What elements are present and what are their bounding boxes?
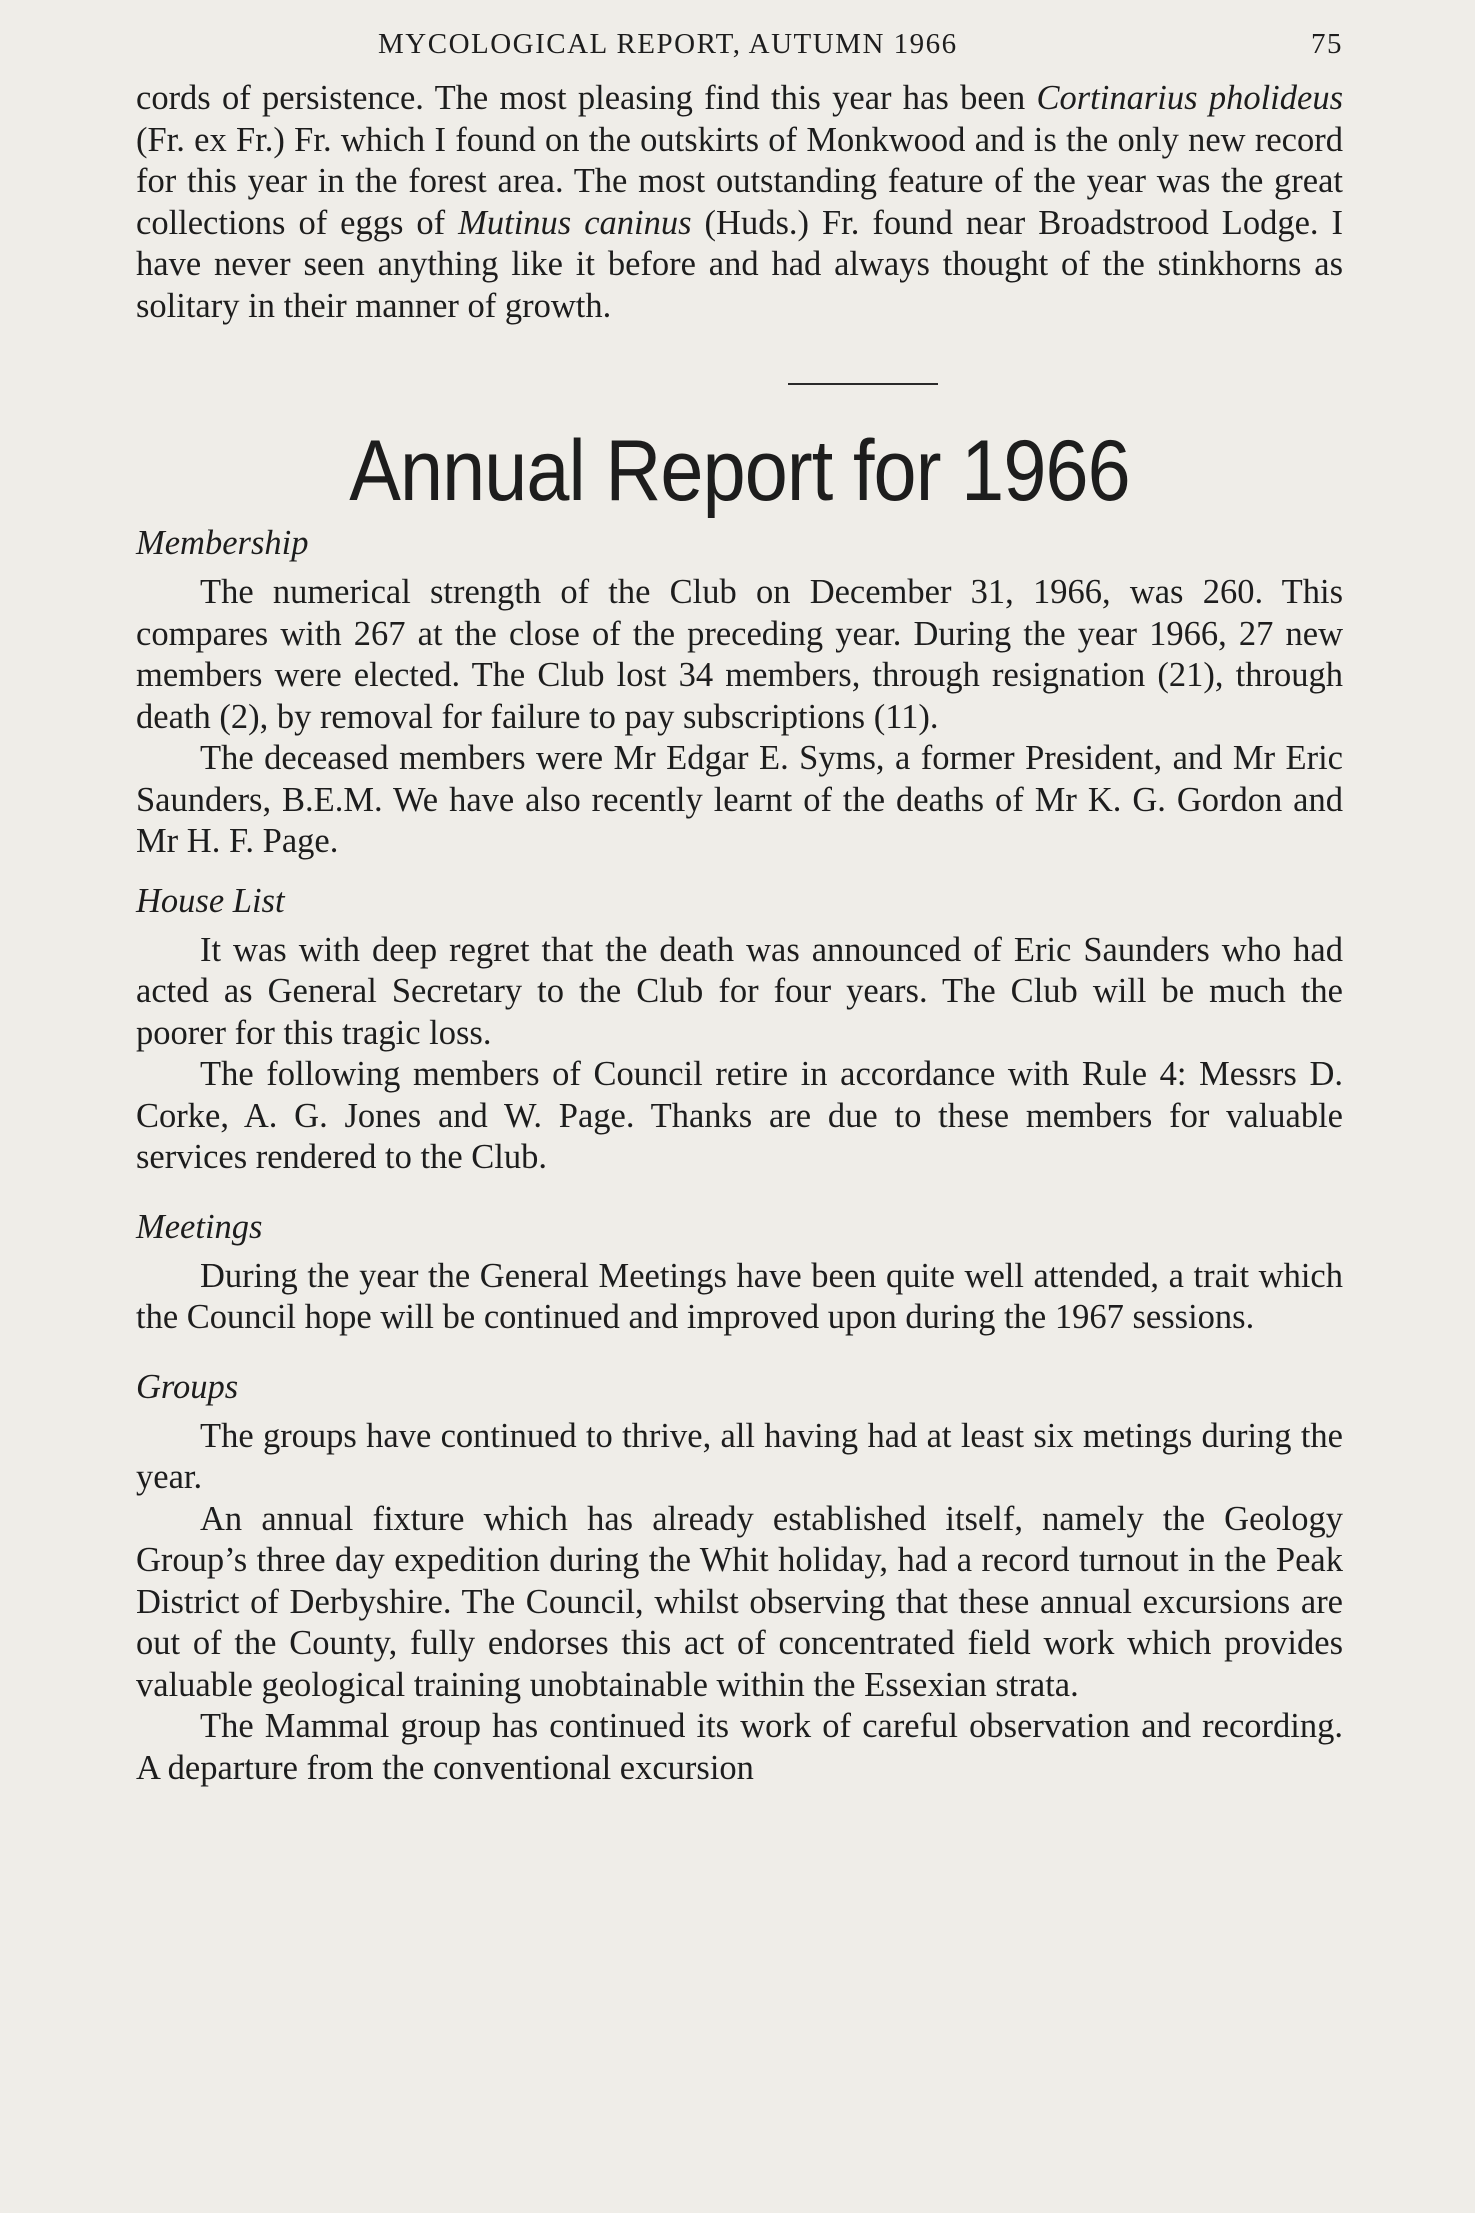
intro-paragraph xyxy=(136,78,1343,327)
section-heading-meetings: Meetings xyxy=(136,1207,263,1246)
species-name: Mutinus caninus xyxy=(458,203,692,242)
paragraph: The deceased members were Mr Edgar E. Syms, a former President, and Mr Eric Saunders, B.E.M. We have also recently learnt of the deaths of Mr K. G. Gordon and Mr H. F. Page. xyxy=(136,739,1343,860)
paragraph: The numerical strength of the Club on December 31, 1966, was 260. This compares with 267 at the close of the preceding year. During the year 1966, 27 new members were elected. The Club lost 34 members, through resignation (21), through death (2), by removal for failure to pay subscriptions (11). xyxy=(136,573,1343,736)
paragraph: During the year the General Meetings have been quite well attended, a trait which the Council hope will be continued and improved upon during the 1967 sessions. xyxy=(136,1256,1343,1336)
paragraph: The following members of Council retire in accordance with Rule 4: Messrs D. Corke, A. G. Jones and W. Page. Thanks are due to these members for valuable services rendered to the Club. xyxy=(136,1055,1343,1176)
paragraph: The groups have continued to thrive, all having had at least six metings during the year. xyxy=(136,1416,1343,1496)
intro-text-1: cords of persistence. The most pleasing find this year has been xyxy=(136,79,1037,117)
paragraph: The Mammal group has continued its work of careful observation and recording. A departure from the conventional excursion xyxy=(136,1707,1343,1787)
running-head xyxy=(136,22,1343,78)
page-number: 75 xyxy=(1311,28,1343,60)
section-heading-house-list: House List xyxy=(136,881,285,920)
report-title: Annual Report for 1966 xyxy=(349,423,1130,519)
species-name: Cortinarius pholideus xyxy=(1036,79,1343,117)
running-head-title: MYCOLOGICAL REPORT, AUTUMN 1966 xyxy=(378,28,958,60)
section-divider xyxy=(788,383,938,385)
intro-text-2: (Fr. ex Fr.) Fr. which I found on the outskirts of Monkwood and is the only new record for this year in the forest area. The most outstanding feature of the year was the great collections of eggs of xyxy=(136,120,1343,242)
paragraph: An annual fixture which has already established itself, namely the Geology Group’s three day expedition during the Whit holiday, had a record turnout in the Peak District of Derbyshire. The Council, whilst observing that these annual excursions are out of the County, fully endorses this act of concentrated field work which provides valuable geological training unobtainable within the Essexian strata. xyxy=(136,1499,1343,1704)
body-text xyxy=(136,78,1343,1789)
intro-text-3: (Huds.) Fr. found near Broadstrood Lodge. I have never seen anything like it before and had always thought of the stinkhorns as solitary in their manner of growth. xyxy=(136,203,1343,325)
section-heading-membership: Membership xyxy=(136,524,309,562)
section-heading-groups: Groups xyxy=(136,1367,239,1406)
paragraph: It was with deep regret that the death was announced of Eric Saunders who had acted as General Secretary to the Club for four years. The Club will be much the poorer for this tragic loss. xyxy=(136,930,1343,1052)
